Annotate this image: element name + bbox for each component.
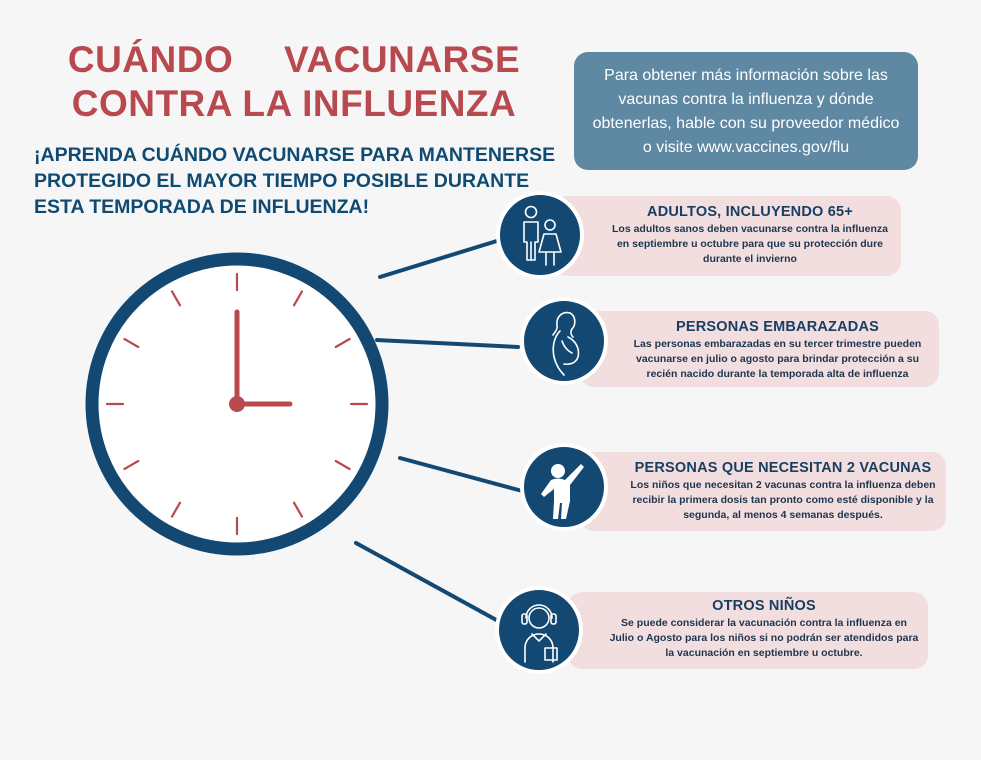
- group-heading: PERSONAS QUE NECESITAN 2 VACUNAS: [634, 460, 932, 476]
- title-line-2: CONTRA LA INFLUENZA: [71, 83, 517, 124]
- group-card-other-children: [568, 592, 928, 669]
- group-heading: ADULTOS, INCLUYENDO 65+: [647, 204, 853, 220]
- group-icon-adults: [496, 191, 584, 279]
- group-icon-other-children: [495, 586, 583, 674]
- subtitle: ¡APRENDA CUÁNDO VACUNARSE PARA MANTENERSE PROTEGIDO EL MAYOR TIEMPO POSIBLE DURANTE ESTA TEMPORADA DE INFLUENZA!: [34, 144, 556, 218]
- group-text: Las personas embarazadas en su tercer trimestre pueden vacunarse en julio o agosto para brindar protección a su recién nacido durante la temporada alta de influenza: [633, 338, 922, 380]
- group-heading: PERSONAS EMBARAZADAS: [676, 319, 879, 335]
- clock-icon: [92, 259, 382, 549]
- group-icon-two-doses: [520, 443, 608, 531]
- title-line-1: CUÁNDO VACUNARSE: [67, 39, 521, 80]
- group-card-two-doses: [580, 452, 946, 531]
- group-heading: OTROS NIÑOS: [712, 598, 816, 614]
- couple-icon: [500, 195, 580, 275]
- clock-center: [229, 396, 245, 412]
- info-box: Para obtener más información sobre las vacunas contra la influenza y dónde obtenerlas, hable con su proveedor médico o visite www.vaccines.gov/flu: [574, 52, 918, 170]
- connector-line-3: [400, 458, 526, 492]
- connector-line-1: [380, 240, 500, 277]
- group-text: Los niños que necesitan 2 vacunas contra la influenza deben recibir la primera dosis tan pronto como esté disponible y la segunda, al menos 4 semanas después.: [630, 479, 936, 521]
- child-headphones-icon: [499, 590, 579, 670]
- group-text: Los adultos sanos deben vacunarse contra la influenza en septiembre u octubre para que su protección dure durante el invierno: [612, 223, 888, 265]
- group-text: Se puede considerar la vacunación contra la influenza en Julio o Agosto para los niños si no podrán ser atendidos para la vacunación en septiembre u octubre.: [609, 617, 919, 659]
- group-card-pregnant: [580, 311, 939, 387]
- group-icon-pregnant: [520, 297, 608, 385]
- group-card-adults: [553, 196, 901, 276]
- connector-line-4: [356, 543, 500, 622]
- connector-line-2: [377, 340, 518, 347]
- child-icon: [524, 447, 604, 527]
- pregnant-person-icon: [524, 301, 604, 381]
